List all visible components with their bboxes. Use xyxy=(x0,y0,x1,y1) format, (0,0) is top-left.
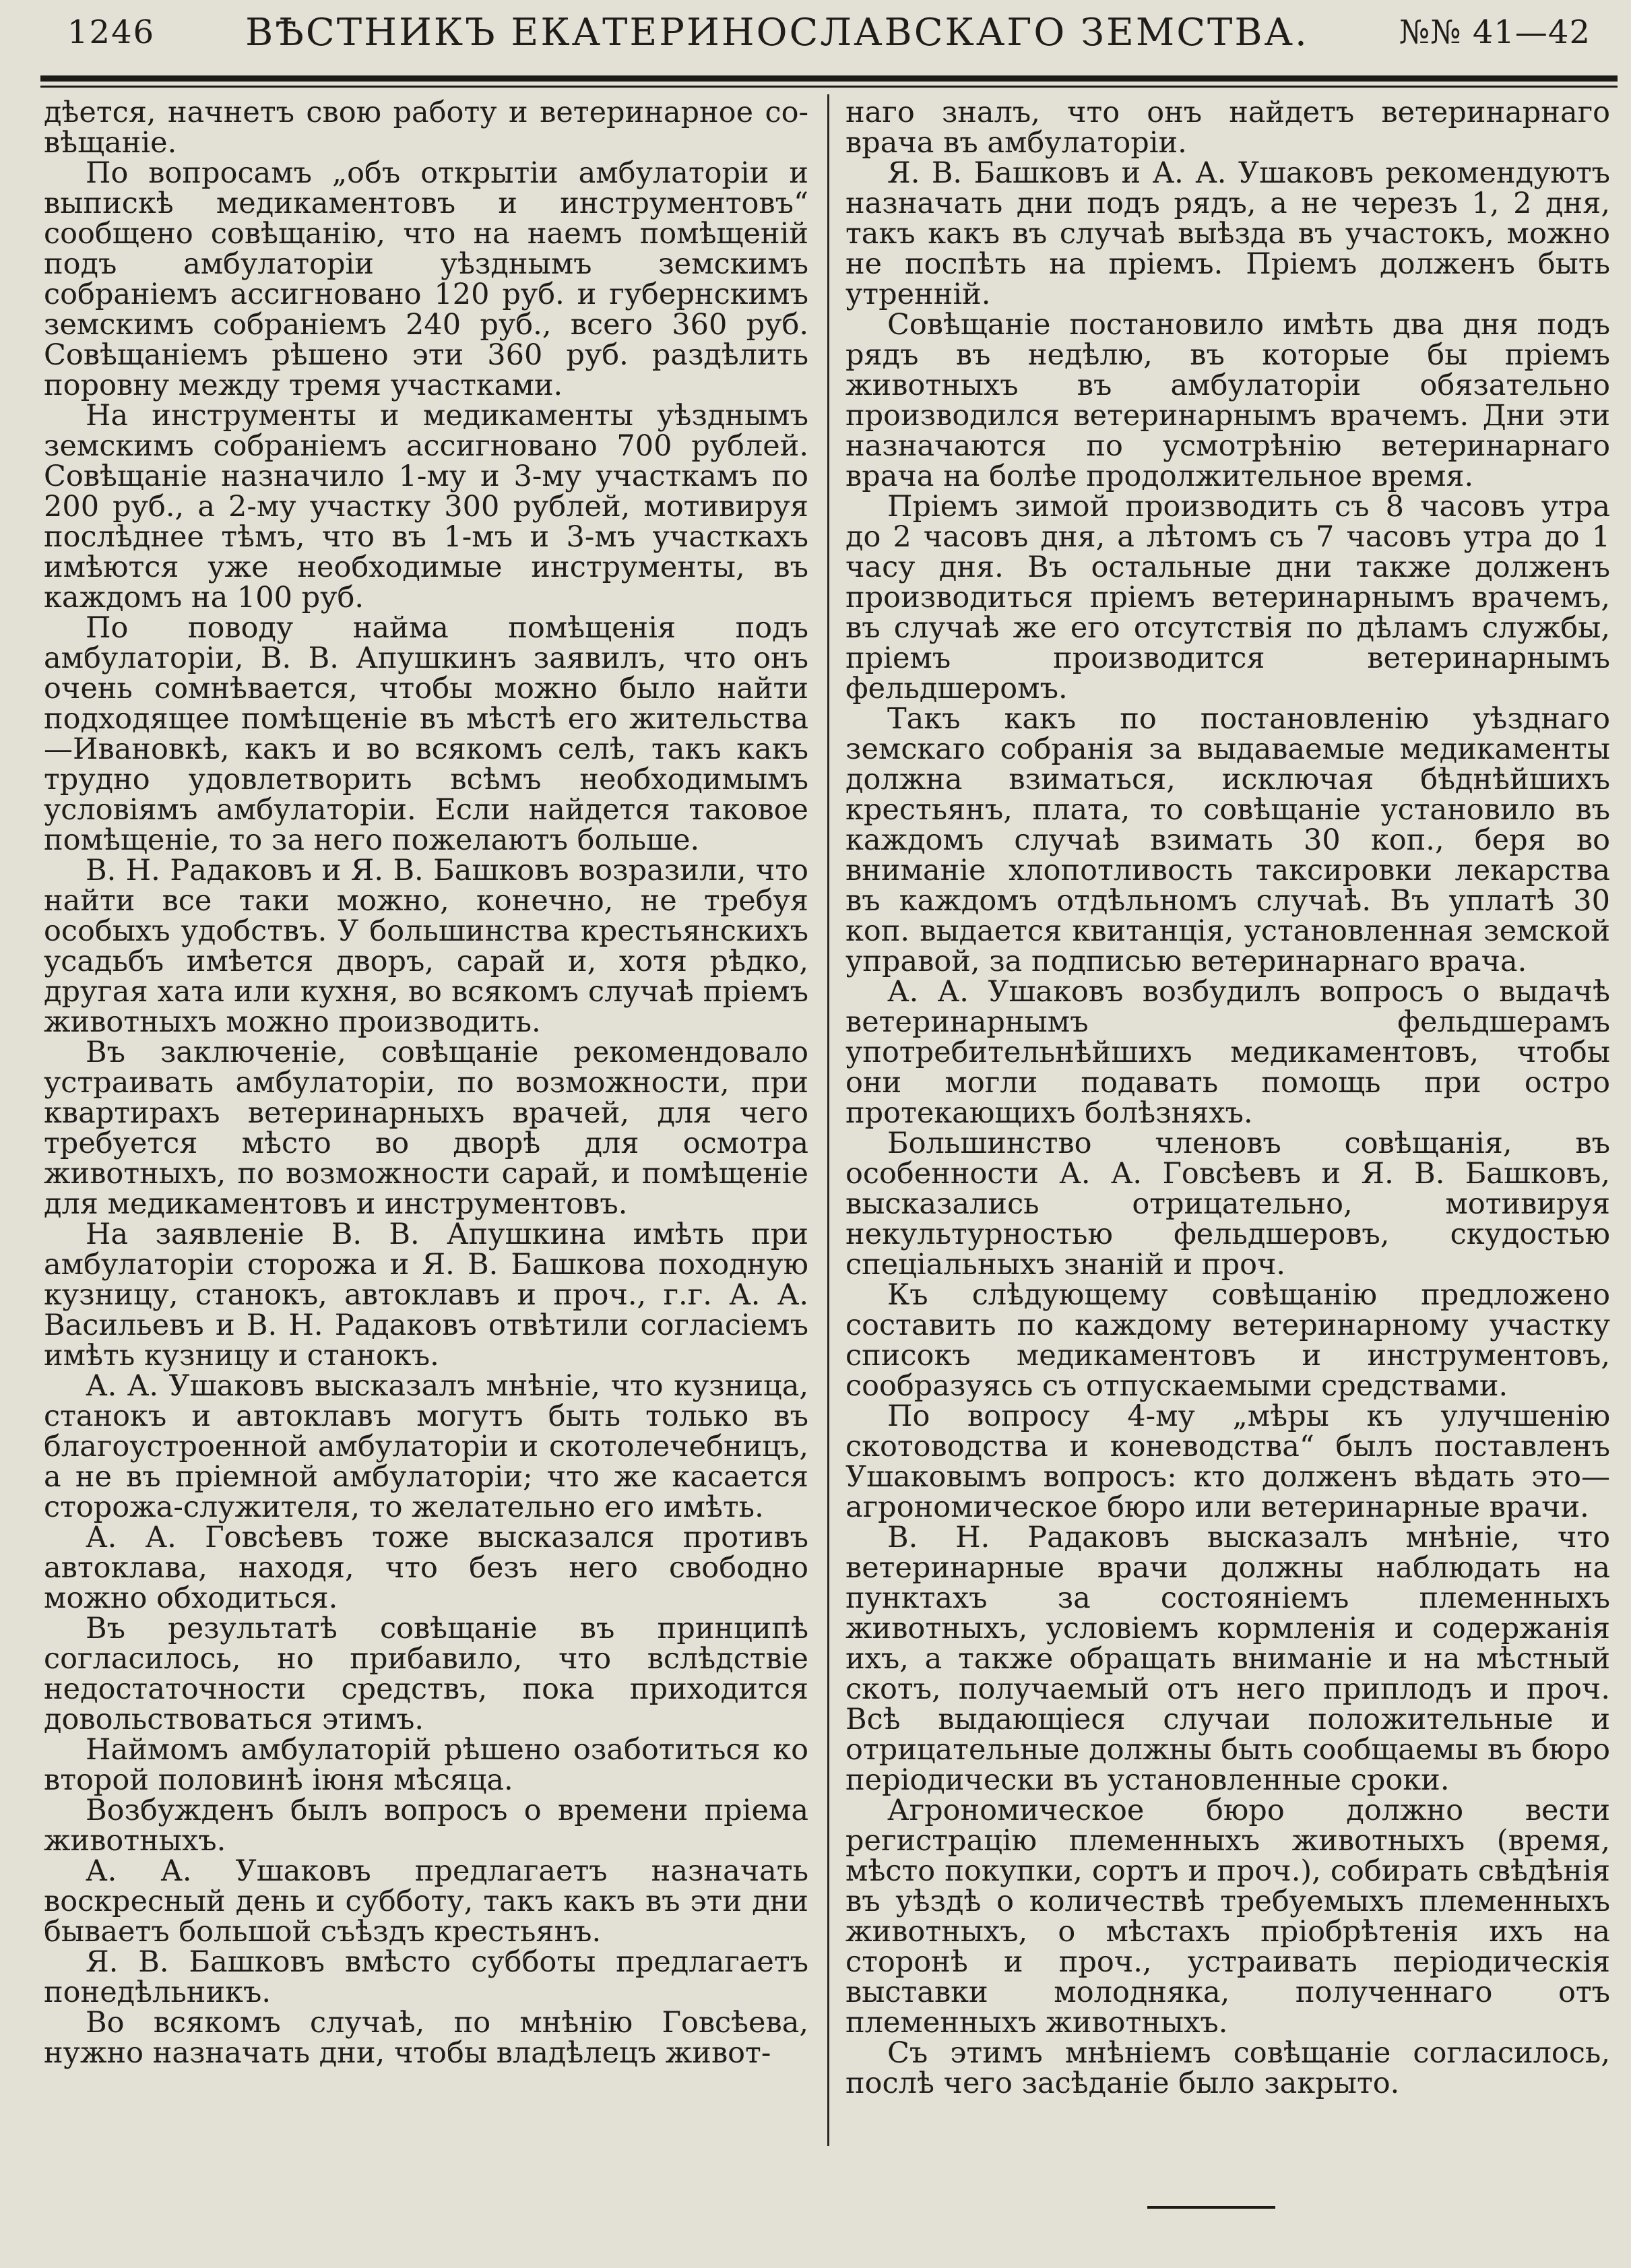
paragraph: Я. В. Башковъ и А. А. Ушаковъ рекомендуютъ назначать дни подъ рядъ, а не черезъ 1, 2 дня, такъ какъ въ случаѣ выѣзда въ участокъ, можно не поспѣть на пріемъ. Пріемъ долженъ быть утренній. xyxy=(845,156,1610,311)
paragraph: По вопросу 4-му „мѣры къ улучшенію скотоводства и коневодства“ былъ поставленъ Ушаковымъ вопросъ: кто долженъ вѣдать это—агрономическое бюро или ветеринарные врачи. xyxy=(845,1399,1610,1524)
column-divider xyxy=(827,94,829,2146)
paragraph: По поводу найма помѣщенія подъ амбулаторіи, В. В. Апушкинъ заявилъ, что онъ очень сомнѣвается, чтобы можно было найти подходящее помѣщеніе въ мѣстѣ его жительства—Ивановкѣ, какъ и во всякомъ селѣ, такъ какъ трудно удовлетворить всѣмъ необходимымъ условіямъ амбулаторіи. Если найдется таковое помѣщеніе, то за него пожелаютъ больше. xyxy=(44,611,808,857)
right-column xyxy=(845,98,1610,2261)
paragraph: Совѣщаніе постановило имѣть два дня подъ рядъ въ недѣлю, въ которые бы пріемъ животныхъ въ амбулаторіи обязательно производился ветеринарнымъ врачемъ. Дни эти назначаются по усмотрѣнію ветеринарнаго врача на болѣе продолжительное время. xyxy=(845,308,1610,493)
left-column xyxy=(44,98,808,2261)
paragraph: Въ заключеніе, совѣщаніе рекомендовало устраивать амбулаторіи, по возможности, при квартирахъ ветеринарныхъ врачей, для чего требуется мѣсто во дворѣ для осмотра животныхъ, по возможности сарай, и помѣщеніе для медикаментовъ и инструментовъ. xyxy=(44,1036,808,1221)
paragraph: По вопросамъ „объ открытіи амбулаторіи и выпискѣ медикаментовъ и инструментовъ“ сообщено совѣщанію, что на наемъ помѣщеній подъ амбулаторіи уѣзднымъ земскимъ собраніемъ ассигновано 120 руб. и губернскимъ земскимъ собраніемъ 240 руб., всего 360 руб. Совѣщаніемъ рѣшено эти 360 руб. раздѣлить поровну между тремя участками. xyxy=(44,156,808,402)
end-rule xyxy=(1147,2206,1275,2209)
page-number: 1246 xyxy=(67,13,156,51)
paragraph: В. Н. Радаковъ высказалъ мнѣніе, что ветеринарные врачи должны наблюдать на пунктахъ за состояніемъ племенныхъ животныхъ, условіемъ кормленія и содержанія ихъ, а также обращать вниманіе и на мѣстный скотъ, получаемый отъ него приплодъ и проч. Всѣ выдающіеся случаи положительные и отрицательные должны быть сообщаемы въ бюро періодически въ установленные сроки. xyxy=(845,1521,1610,1797)
paragraph: Большинство членовъ совѣщанія, въ особенности А. А. Говсѣевъ и Я. В. Башковъ, высказались отрицательно, мотивируя некультурностью фельдшеровъ, скудостью спеціальныхъ знаній и проч. xyxy=(845,1127,1610,1282)
header-rule-thin xyxy=(40,86,1618,88)
header-rule-thick xyxy=(40,75,1618,82)
paragraph: На заявленіе В. В. Апушкина имѣть при амбулаторіи сторожа и Я. В. Башкова походную кузницу, станокъ, автоклавъ и проч., г.г. А. А. Васильевъ и В. Н. Радаковъ отвѣтили согласіемъ имѣть кузницу и станокъ. xyxy=(44,1218,808,1373)
paragraph: В. Н. Радаковъ и Я. В. Башковъ возразили, что найти все таки можно, конечно, не требуя особыхъ удобствъ. У большинства крестьянскихъ усадьбъ имѣется дворъ, сарай и, хотя рѣдко, другая хата или кухня, во всякомъ случаѣ пріемъ животныхъ можно производить. xyxy=(44,854,808,1039)
paragraph: А. А. Ушаковъ предлагаетъ назначать воскресный день и субботу, такъ какъ въ эти дни бываетъ большой съѣздъ крестьянъ. xyxy=(44,1854,808,1949)
paragraph: наго зналъ, что онъ найдетъ ветеринарнаго врача въ амбулаторіи. xyxy=(845,98,1610,160)
paragraph: Агрономическое бюро должно вести регистрацію племенныхъ животныхъ (время, мѣсто покупки, сортъ и проч.), собирать свѣдѣнія въ уѣздѣ о количествѣ требуемыхъ племенныхъ животныхъ, о мѣстахъ пріобрѣтенія ихъ на сторонѣ и проч., устраивать періодическія выставки молодняка, полученнаго отъ племенныхъ животныхъ. xyxy=(845,1794,1610,2040)
page-header xyxy=(67,5,1591,59)
paragraph: А. А. Ушаковъ высказалъ мнѣніе, что кузница, станокъ и автоклавъ могутъ быть только въ благоустроенной амбулаторіи и скотолечебницъ, а не въ пріемной амбулаторіи; что же касается сторожа-служителя, то желательно его имѣть. xyxy=(44,1369,808,1524)
paragraph: Такъ какъ по постановленію уѣзднаго земскаго собранія за выдаваемые медикаменты должна взиматься, исключая бѣднѣйшихъ крестьянъ, плата, то совѣщаніе установило въ каждомъ случаѣ взимать 30 коп., беря во вниманіе хлопотливость таксировки лекарства въ каждомъ отдѣльномъ случаѣ. Въ уплатѣ 30 коп. выдается квитанція, установленная земской управой, за подписью ветеринарнаго врача. xyxy=(845,702,1610,978)
paragraph: Я. В. Башковъ вмѣсто субботы предлагаетъ понедѣльникъ. xyxy=(44,1945,808,2009)
paragraph: Во всякомъ случаѣ, по мнѣнію Говсѣева, нужно назначать дни, чтобы владѣлецъ живот- xyxy=(44,2006,808,2070)
paragraph: дѣется, начнетъ свою работу и ветеринарное со-вѣщаніе. xyxy=(44,98,808,160)
paragraph: Съ этимъ мнѣніемъ совѣщаніе согласилось, послѣ чего засѣданіе было закрыто. xyxy=(845,2036,1610,2100)
paragraph: Въ результатѣ совѣщаніе въ принципѣ согласилось, но прибавило, что вслѣдствіе недостаточности средствъ, пока приходится довольствоваться этимъ. xyxy=(44,1612,808,1736)
issue-number: №№ 41—42 xyxy=(1399,13,1591,51)
paragraph: А. А. Ушаковъ возбудилъ вопросъ о выдачѣ ветеринарнымъ фельдшерамъ употребительнѣйшихъ медикаментовъ, чтобы они могли подавать помощь при остро протекающихъ болѣзняхъ. xyxy=(845,975,1610,1130)
paragraph: На инструменты и медикаменты уѣзднымъ земскимъ собраніемъ ассигновано 700 рублей. Совѣщаніе назначило 1-му и 3-му участкамъ по 200 руб., а 2-му участку 300 рублей, мотивируя послѣднее тѣмъ, что въ 1-мъ и 3-мъ участкахъ имѣются уже необходимые инструменты, въ каждомъ на 100 руб. xyxy=(44,399,808,615)
paragraph: А. А. Говсѣевъ тоже высказался противъ автоклава, находя, что безъ него свободно можно обходиться. xyxy=(44,1521,808,1615)
journal-title: ВѢСТНИКЪ ЕКАТЕРИНОСЛАВСКАГО ЗЕМСТВА. xyxy=(245,10,1309,55)
paragraph: Возбужденъ былъ вопросъ о времени пріема животныхъ. xyxy=(44,1794,808,1858)
paragraph: Къ слѣдующему совѣщанію предложено составить по каждому ветеринарному участку списокъ медикаментовъ и инструментовъ, сообразуясь съ отпускаемыми средствами. xyxy=(845,1278,1610,1403)
paragraph: Пріемъ зимой производить съ 8 часовъ утра до 2 часовъ дня, а лѣтомъ съ 7 часовъ утра до 1 часу дня. Въ остальные дни также долженъ производиться пріемъ ветеринарнымъ врачемъ, въ случаѣ же его отсутствія по дѣламъ службы, пріемъ производится ветеринарнымъ фельдшеромъ. xyxy=(845,490,1610,705)
paragraph: Наймомъ амбулаторій рѣшено озаботиться ко второй половинѣ іюня мѣсяца. xyxy=(44,1733,808,1797)
